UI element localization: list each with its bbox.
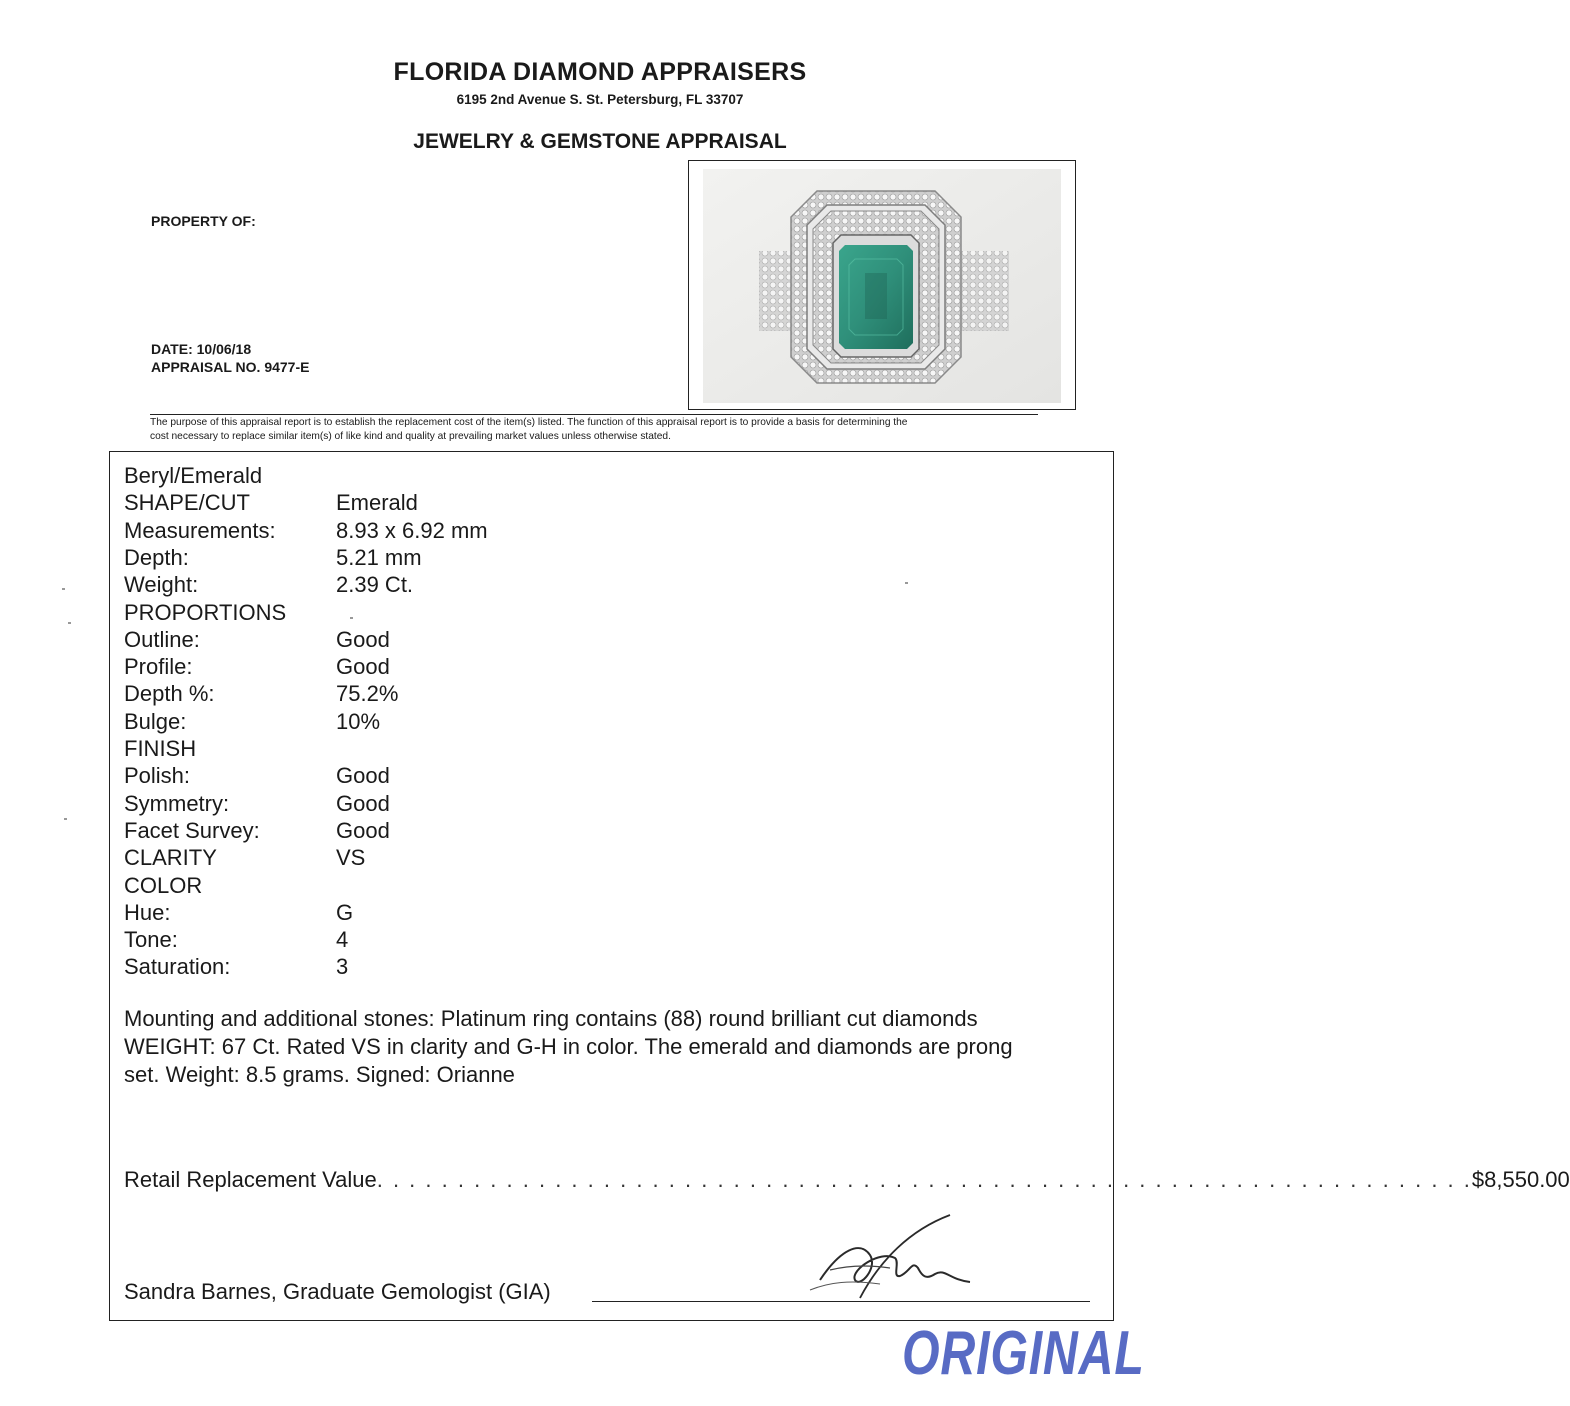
scan-speck [64,818,67,820]
original-stamp: ORIGINAL [902,1319,1145,1388]
purpose-line-2: cost necessary to replace similar item(s) of like kind and quality at prevailing market values unless otherwise stated. [150,431,671,442]
detail-value: 10% [336,708,381,734]
company-address: 6195 2nd Avenue S. St. Petersburg, FL 33707 [456,92,744,107]
ring-photo-frame [688,160,1076,410]
detail-label: Depth: [124,544,189,570]
detail-label: Polish: [124,763,191,789]
detail-label: Symmetry: [124,790,230,816]
detail-value: 3 [336,954,349,980]
emerald-ring-photo [689,161,1075,409]
detail-value: Good [336,817,390,843]
company-name: FLORIDA DIAMOND APPRAISERS [393,58,807,86]
scan-speck [905,582,908,584]
retail-value-label: Retail Replacement Value [124,1167,377,1192]
scan-speck [62,588,65,590]
retail-value-leader: . . . . . . . . . . . . . . . . . . . . . . . . . . . . . . . . . . . . . . . . . . . . . . . . . . . . . . . . . . . . . . . . . . . . [376,1167,1472,1192]
mounting-line-2: WEIGHT: 67 Ct. Rated VS in clarity and G-H in color. The emerald and diamonds are prong [124,1034,1013,1059]
purpose-line-1: The purpose of this appraisal report is to establish the replacement cost of the item(s) listed. The function of this appraisal report is to provide a basis for determining the [150,417,908,428]
detail-value: Good [336,790,390,816]
detail-label: Tone: [124,927,178,953]
detail-label: COLOR [124,872,203,898]
appraisal-number: APPRAISAL NO. 9477-E [151,359,310,375]
mounting-description [124,1005,1104,1089]
date-field: DATE: 10/06/18 [151,341,252,357]
detail-value: 8.93 x 6.92 mm [336,517,488,543]
detail-value: 2.39 Ct. [336,572,414,598]
scan-speck [68,622,71,624]
purpose-statement [150,416,1050,444]
detail-label: Saturation: [124,954,231,980]
retail-value-row [124,1167,1570,1193]
detail-value: VS [336,845,366,871]
detail-value: Good [336,763,390,789]
detail-value: Good [336,626,390,652]
detail-value: Emerald [336,490,418,516]
signature-line [592,1301,1090,1302]
detail-value: 75.2% [336,681,399,707]
detail-value: 4 [336,927,349,953]
detail-label: Weight: [124,572,199,598]
mounting-line-1: Mounting and additional stones: Platinum ring contains (88) round brilliant cut diamonds [124,1006,978,1031]
detail-label: Hue: [124,899,171,925]
detail-value: G [336,899,354,925]
detail-label: SHAPE/CUT [124,490,250,516]
detail-label: Measurements: [124,517,276,543]
detail-label: FINISH [124,736,197,761]
mounting-line-3: set. Weight: 8.5 grams. Signed: Orianne [124,1062,515,1087]
header-divider [150,414,1038,415]
retail-value-amount: $8,550.00 [1471,1167,1570,1192]
detail-label: Profile: [124,654,193,680]
detail-label: Bulge: [124,708,187,734]
detail-value: 5.21 mm [336,544,422,570]
detail-label: Depth %: [124,681,215,707]
detail-label: Facet Survey: [124,817,260,843]
property-of-label: PROPERTY OF: [151,213,256,229]
appraiser-name: Sandra Barnes, Graduate Gemologist (GIA) [124,1279,551,1304]
detail-label: Beryl/Emerald [124,463,263,488]
document-title: JEWELRY & GEMSTONE APPRAISAL [413,130,787,153]
detail-label: CLARITY [124,845,217,871]
handwritten-signature [800,1210,990,1305]
scan-speck [350,617,353,619]
detail-value: Good [336,654,390,680]
detail-label: Outline: [124,626,200,652]
detail-label: PROPORTIONS [124,599,287,625]
